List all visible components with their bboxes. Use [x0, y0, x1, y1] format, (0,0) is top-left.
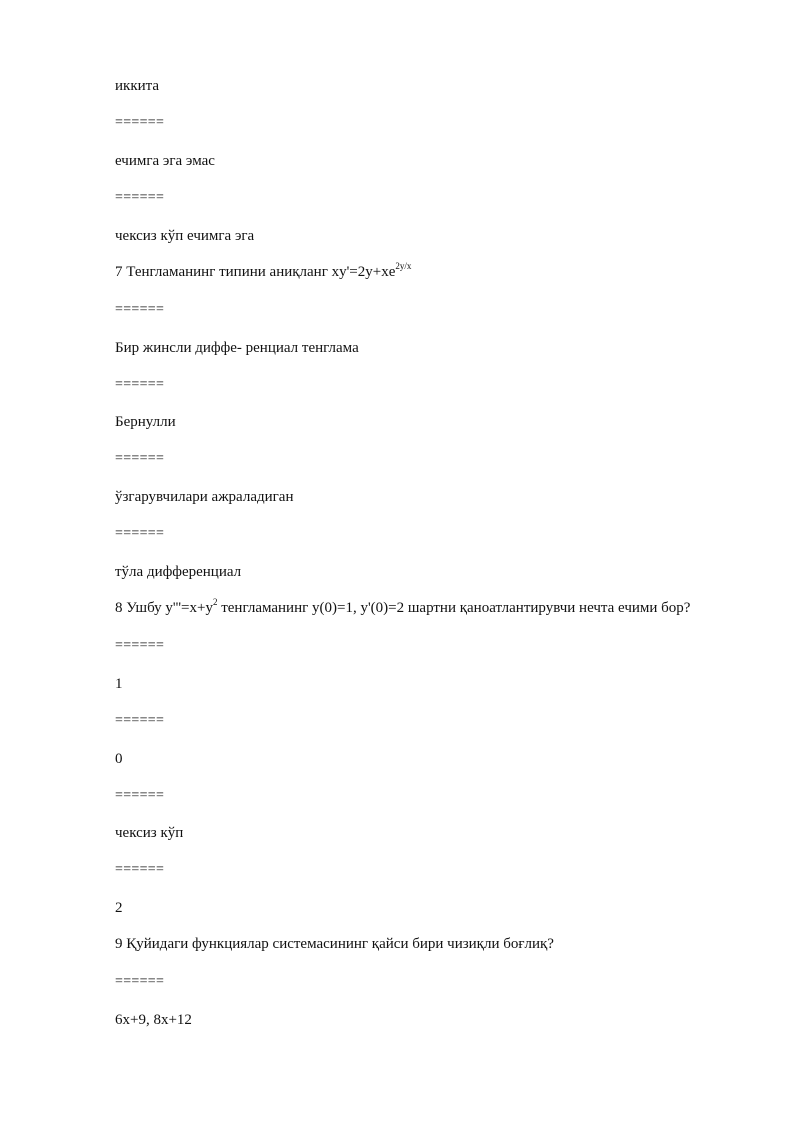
- separator: ======: [115, 862, 165, 877]
- question-7-exponent: 2y/x: [395, 261, 412, 271]
- separator: ======: [115, 788, 165, 803]
- separator: ======: [115, 115, 165, 130]
- separator: ======: [115, 302, 165, 317]
- answer-option-text: иккита: [115, 78, 160, 94]
- question-8: [115, 598, 690, 618]
- question-7-text: 7 Тенгламанинг типини аниқланг xy'=2y+xe: [115, 264, 396, 280]
- separator: ======: [115, 638, 165, 653]
- answer-option-text: чексиз кўп ечимга эга: [115, 228, 255, 244]
- answer-option-text: 2: [115, 900, 123, 916]
- answer-option-text: 0: [115, 751, 123, 767]
- separator: ======: [115, 377, 165, 392]
- separator: ======: [115, 451, 165, 466]
- answer-option-text: ечимга эга эмас: [115, 153, 215, 169]
- answer-option-text: 6x+9, 8x+12: [115, 1012, 192, 1028]
- question-8-text-cont: тенгламанинг y(0)=1, y'(0)=2 шартни қаноатлантирувчи нечта ечими бор?: [217, 600, 691, 616]
- answer-option-text: ўзгарувчилари ажраладиган: [115, 489, 294, 505]
- question-8-exponent: 2: [212, 597, 218, 607]
- separator: ======: [115, 526, 165, 541]
- answer-option-text: Бернулли: [115, 414, 176, 430]
- answer-option-text: 1: [115, 676, 123, 692]
- answer-option-text: чексиз кўп: [115, 825, 184, 841]
- question-7: [115, 262, 411, 282]
- question-8-text: 8 Ушбу y'''=x+y: [115, 600, 213, 616]
- answer-option-text: Бир жинсли диффе- ренциал тенглама: [115, 340, 359, 356]
- question-9: 9 Қуйидаги функциялар системасининг қайси бири чизиқли боғлиқ?: [115, 936, 554, 952]
- separator: ======: [115, 713, 165, 728]
- separator: ======: [115, 190, 165, 205]
- answer-option-text: тўла дифференциал: [115, 564, 242, 580]
- separator: ======: [115, 974, 165, 989]
